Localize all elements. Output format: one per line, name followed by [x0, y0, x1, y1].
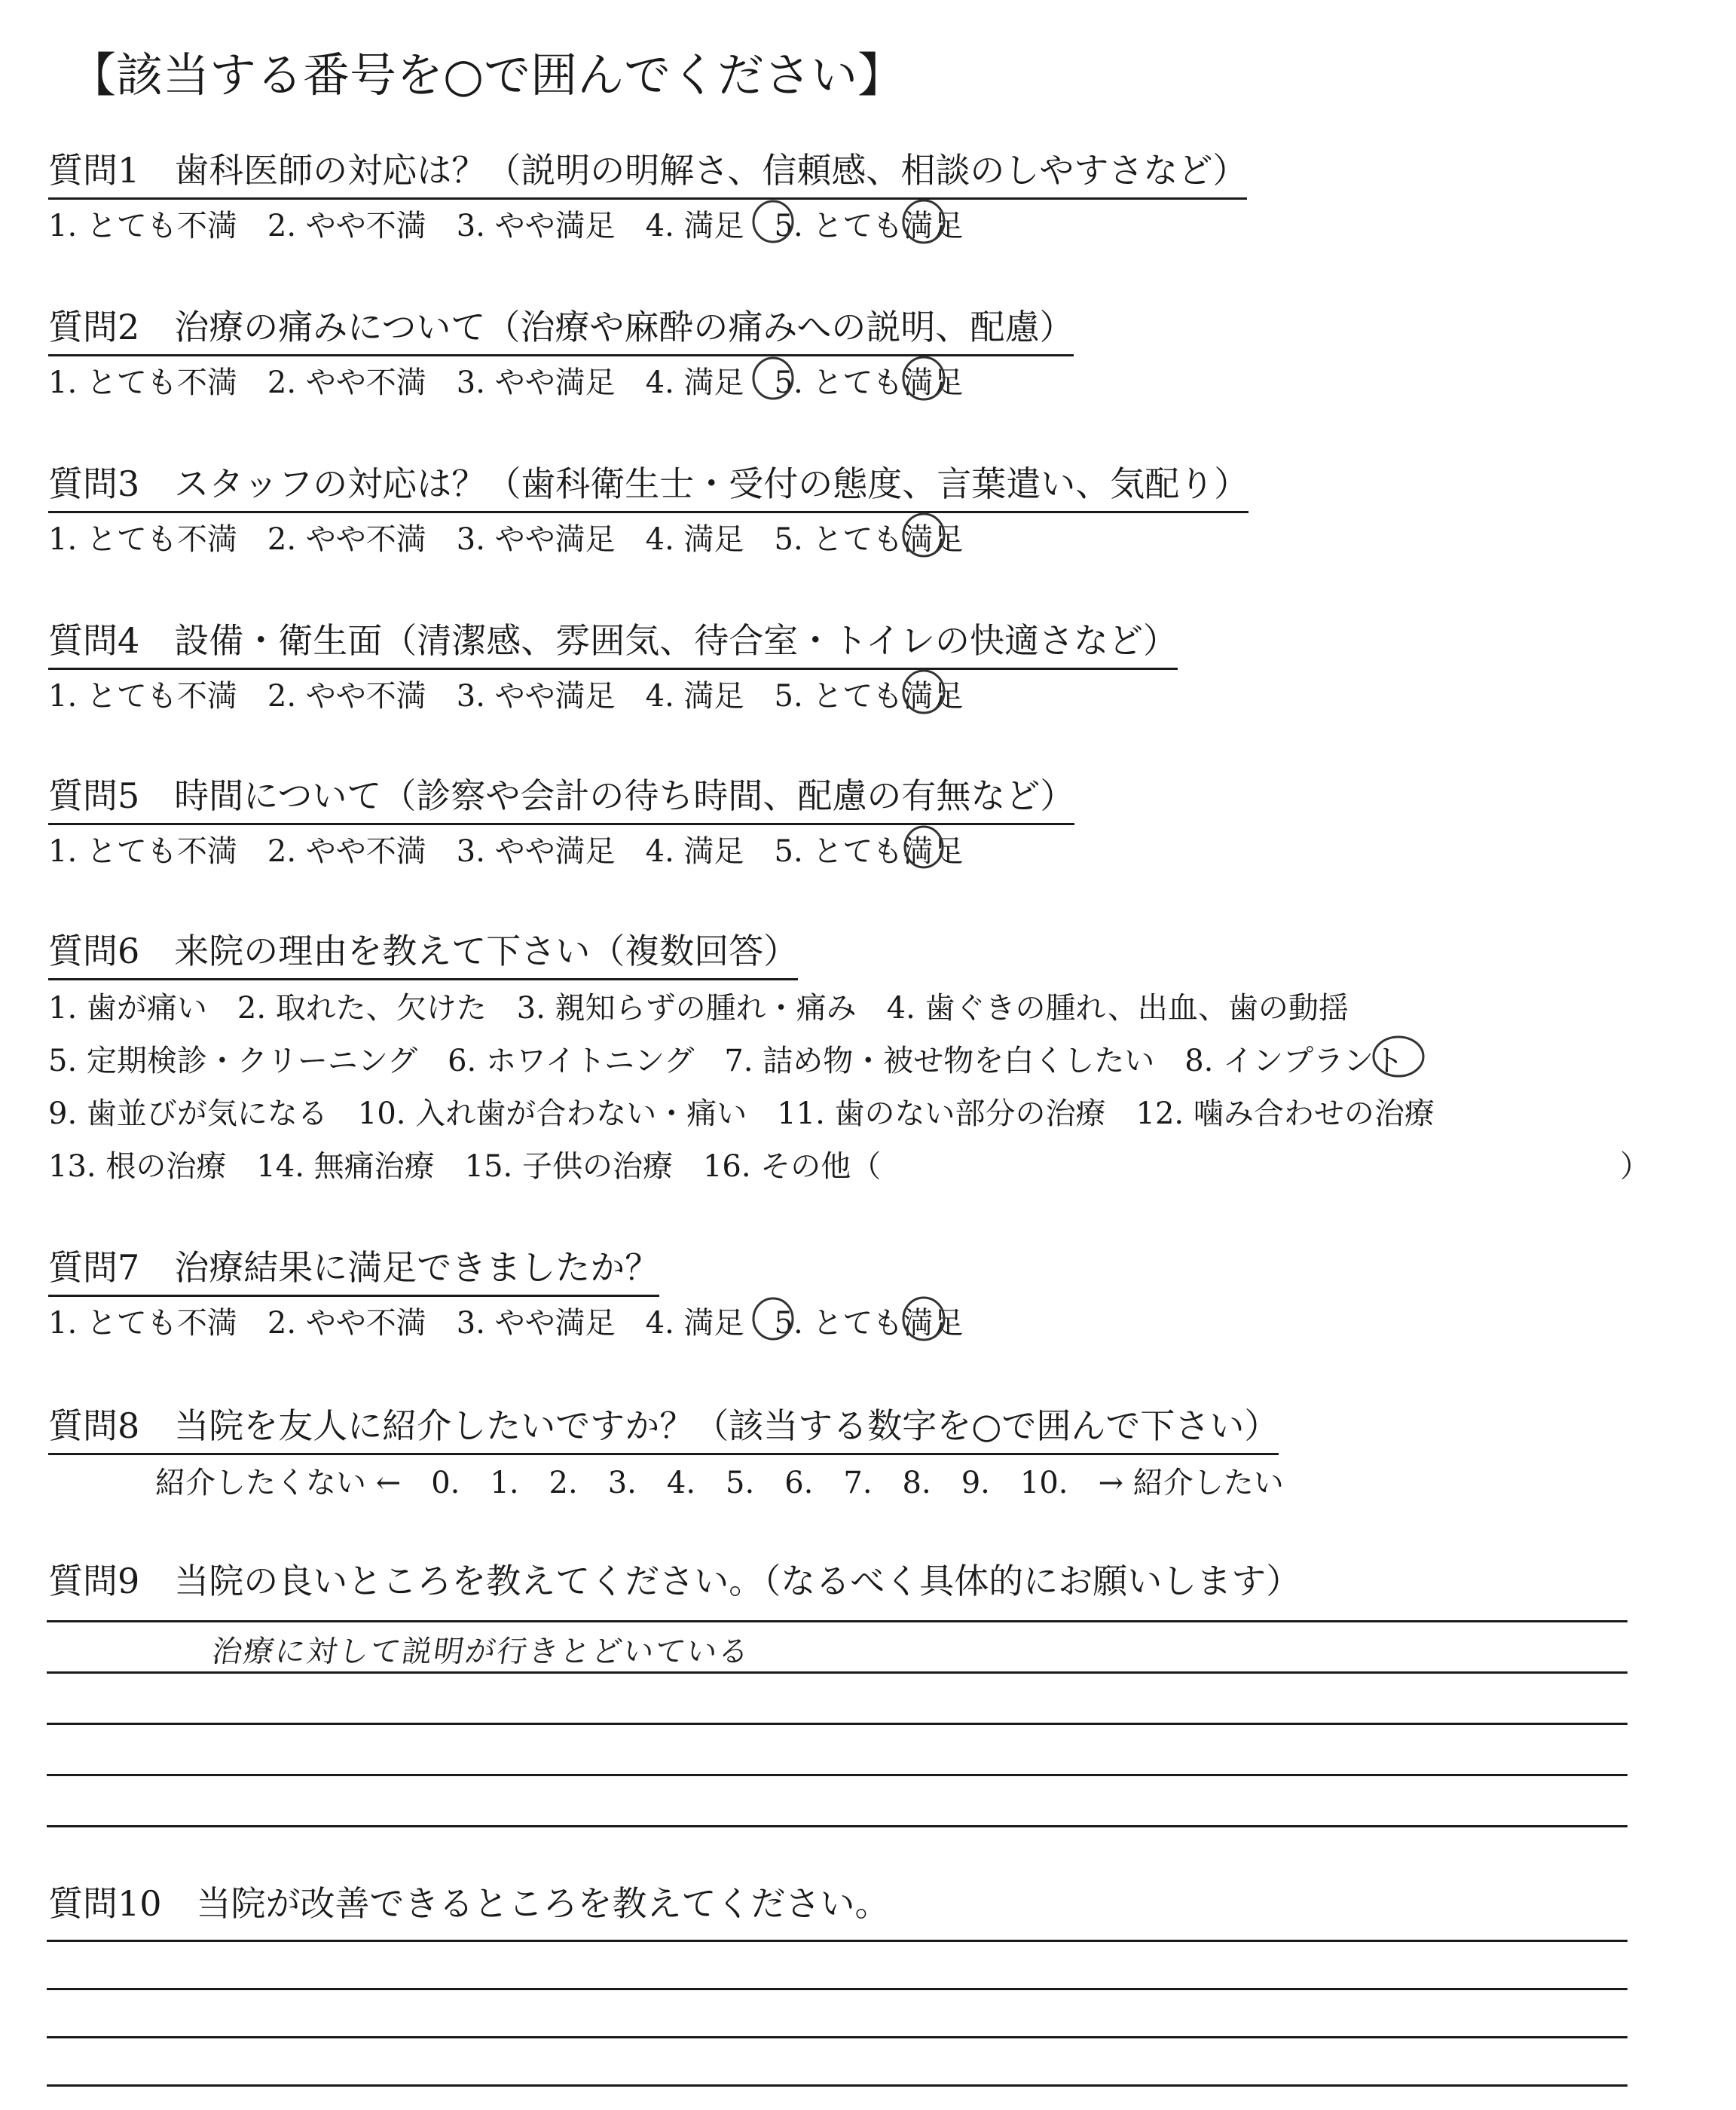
q5-options: 1. とても不満 2. やや不満 3. やや満足 4. 満足 5. とても満足	[48, 834, 964, 869]
q10-write-line-1	[47, 1940, 1628, 1942]
q9-handwritten-answer: 治療に対して説明が行きとどいている	[209, 1634, 753, 1669]
q10-write-line-2	[47, 1988, 1628, 1990]
q7-options: 1. とても不満 2. やや不満 3. やや満足 4. 満足 5. とても満足	[48, 1306, 964, 1341]
q9-write-line-4	[47, 1774, 1628, 1776]
q6-line-3: 9. 歯並びが気になる 10. 入れ歯が合わない・痛い 11. 歯のない部分の治療 12. 噛み合わせの治療	[48, 1096, 1435, 1131]
q8-scale: 紹介したくない ← 0. 1. 2. 3. 4. 5. 6. 7. 8. 9. 10. → 紹介したい	[155, 1466, 1284, 1500]
q6-other-close: ）	[1620, 1149, 1650, 1184]
q1-heading: 質問1 歯科医師の対応は？（説明の明解さ、信頼感、相談のしやすさなど）	[48, 143, 1247, 200]
q5-heading: 質問5 時間について（診察や会計の待ち時間、配慮の有無など）	[48, 769, 1074, 825]
q9-write-line-1	[47, 1620, 1628, 1622]
q9-write-line-5	[47, 1825, 1628, 1827]
q4-options: 1. とても不満 2. やや不満 3. やや満足 4. 満足 5. とても満足	[48, 679, 964, 714]
q10-write-line-3	[47, 2036, 1628, 2038]
q3-heading: 質問3 スタッフの対応は？（歯科衛生士・受付の態度、言葉遣い、気配り）	[48, 457, 1249, 513]
q6-line-2: 5. 定期検診・クリーニング 6. ホワイトニング 7. 詰め物・被せ物を白くしたい 8. インプラント	[48, 1044, 1404, 1078]
q9-write-line-2	[47, 1671, 1628, 1674]
q6-heading: 質問6 来院の理由を教えて下さい（複数回答）	[48, 924, 798, 980]
q7-heading: 質問7 治療結果に満足できましたか？	[48, 1240, 659, 1297]
q10-write-line-4	[47, 2084, 1628, 2087]
q2-options: 1. とても不満 2. やや不満 3. やや満足 4. 満足 5. とても満足	[48, 365, 964, 400]
q9-heading: 質問9 当院の良いところを教えてください。（なるべく具体的にお願いします）	[48, 1561, 1301, 1601]
q4-heading: 質問4 設備・衛生面（清潔感、雰囲気、待合室・トイレの快適さなど）	[48, 613, 1178, 670]
q9-write-line-3	[47, 1723, 1628, 1725]
q2-heading: 質問2 治療の痛みについて（治療や麻酔の痛みへの説明、配慮）	[48, 300, 1074, 356]
page-title: 【該当する番号を○で囲んでください】	[69, 47, 905, 102]
q10-heading: 質問10 当院が改善できるところを教えてください。	[48, 1883, 890, 1924]
q8-heading: 質問8 当院を友人に紹介したいですか？（該当する数字を○で囲んで下さい）	[48, 1399, 1279, 1455]
q6-line-4: 13. 根の治療 14. 無痛治療 15. 子供の治療 16. その他（	[48, 1149, 882, 1184]
q6-line-1: 1. 歯が痛い 2. 取れた、欠けた 3. 親知らずの腫れ・痛み 4. 歯ぐきの腫れ、出血、歯の動揺	[48, 991, 1349, 1026]
q1-options: 1. とても不満 2. やや不満 3. やや満足 4. 満足 5. とても満足	[48, 209, 964, 243]
q3-options: 1. とても不満 2. やや不満 3. やや満足 4. 満足 5. とても満足	[48, 522, 964, 557]
